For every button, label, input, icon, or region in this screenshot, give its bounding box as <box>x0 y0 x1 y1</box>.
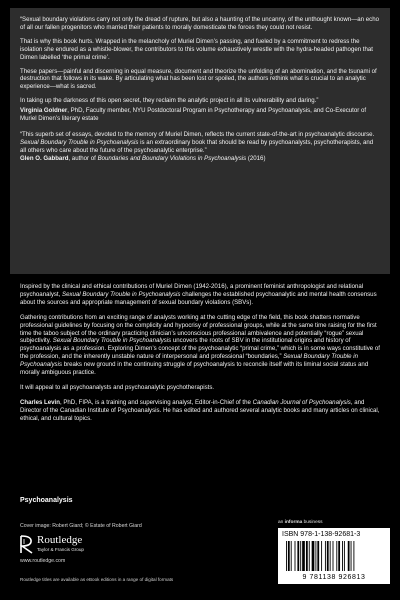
book-title-italic: Sexual Boundary Trouble in Psychoanalysis <box>52 337 172 345</box>
description-paragraph <box>20 314 380 377</box>
ebook-note: Routledge titles are available as eBook editions in a range of digital formats <box>20 577 174 582</box>
book-title-italic: Boundaries and Boundary Violations in Psychoanalysis <box>97 154 247 162</box>
publisher-url[interactable]: www.routledge.com <box>20 558 66 564</box>
isbn-barcode-box <box>278 528 390 584</box>
description-text: Inspired by the clinical and ethical contributions of Muriel Dimen (1942-2016), a prominent feminist anthropologist and relational psychoanalyst, <box>20 283 364 298</box>
description-text: Gathering contributions from an exciting range of analysts working at the cutting edge of the field, this book shatters normative professional guidelines by focusing on the complicity and hypocrisy of professional groups, while at the same time raising for the first time the taboo subject of the ordinary practicing clinician’s unconscious professional ambivalence and potentially “rogue” sexual subjectivity. <box>20 313 377 345</box>
book-title-italic: Sexual Boundary Trouble in Psychoanalysis <box>62 290 181 298</box>
publisher-logo <box>20 533 110 557</box>
author-bio-text: , and Director of the Canadian Institute of Psychoanalysis. He has edited and authored several analytic books and many articles on clinical, ethical, and cultural topics. <box>20 398 380 422</box>
routledge-r-icon <box>20 534 34 554</box>
informa-prefix: an <box>278 520 285 525</box>
informa-business-tag <box>278 520 323 525</box>
endorsement-paragraph: These papers—painful and discerning in equal measure, document and theorize the unfolding of an abomination, and the tsunami of destruction that follows in its wake. By articulating what has been lost or spoiled, the authors rethink what is crucial to an analytic experience—what is sacred. <box>20 67 377 91</box>
endorser-affiliation: (2016) <box>246 154 266 162</box>
endorser-affiliation: , PhD, Faculty member, NYU Postdoctoral Program in Psychotherapy and Psychoanalysis, and Co-Executor of Muriel Dimen’s literary estate <box>20 107 367 123</box>
endorser-affiliation: , author of <box>68 154 98 162</box>
description-paragraph: It will appeal to all psychoanalysts and psychoanalytic psychotherapists. <box>20 383 215 391</box>
subject-category: Psychoanalysis <box>20 497 73 504</box>
publisher-group: Taylor & Francis Group <box>37 547 84 552</box>
endorser-name: Virginia Goldner <box>20 107 68 115</box>
endorsement-paragraph <box>20 131 380 155</box>
endorsement-paragraph: In taking up the darkness of this open secret, they reclaim the analytic project in all its vulnerability and daring.” <box>20 97 319 105</box>
description-text: breaks new ground in the continuing struggle of psychoanalysis to reconcile itself with its liminal social status and morally ambiguous practice. <box>20 361 369 377</box>
endorser-signature <box>20 107 380 123</box>
informa-suffix: business <box>302 520 323 525</box>
author-bio-text: , PhD, FIPA, is a training and supervising analyst, Editor-in-Chief of the <box>59 398 253 406</box>
endorsement-text: is an extraordinary book that should be read by psychoanalysts, psychotherapists, and all others who care about the future of the psychoanalytic enterprise.” <box>20 138 374 154</box>
endorsement-text: “This superb set of essays, devoted to the memory of Muriel Dimen, reflects the current state-of-the-art in psychoanalytic discourse. <box>20 130 375 138</box>
description <box>20 283 380 430</box>
description-text: uncovers the roots of SBV in the institutional origins and history of psychoanalysis as a profession. Exploring Dimen’s concept of the psychoanalytic “primal crime,” which is in some ways constitutive of the profession, and the inherently unstable nature of interpersonal and professional “boundaries,” <box>20 337 380 361</box>
endorsement-paragraph: “Sexual boundary violations carry not only the dread of rupture, but also a haunting of the uncanny, of the unthought known—an echo of all our fallen progenitors who married their patients to morally domesticate the forces they could not resist. <box>20 16 379 31</box>
endorsement-paragraph: That is why this book hurts. Wrapped in the melancholy of Muriel Dimen’s passing, and fueled by a commitment to redress the isolation she endured as a whistle-blower, the contributors to this volume exhaustively wrestle with the hydra-headed pathogen that Dimen labelled ‘the primal crime’. <box>20 37 373 61</box>
endorser-name: Glen O. Gabbard <box>20 154 69 162</box>
informa-word: informa <box>284 520 303 525</box>
description-text: challenges the established psychoanalytic and mental health consensus about the sources and appropriate management of sexual boundary violations (SBVs). <box>20 290 377 306</box>
isbn-label: ISBN 978-1-138-92681-3 <box>282 531 361 538</box>
book-title-italic: Sexual Boundary Trouble in Psychoanalysis <box>20 353 358 369</box>
author-bio <box>20 399 380 423</box>
barcode-number: 9 781138 926813 <box>302 574 366 581</box>
description-paragraph <box>20 283 380 307</box>
barcode-icon <box>282 541 386 575</box>
publisher-name: Routledge <box>37 534 83 546</box>
cover-image-credit: Cover image: Robert Giard; © Estate of Robert Giard <box>20 523 142 529</box>
author-name: Charles Levin <box>20 398 60 406</box>
book-title-italic: Sexual Boundary Trouble in Psychoanalysis <box>20 138 139 146</box>
endorsements-panel <box>10 8 390 274</box>
endorser-signature <box>20 155 380 163</box>
journal-title-italic: Canadian Journal of Psychoanalysis <box>252 398 351 406</box>
